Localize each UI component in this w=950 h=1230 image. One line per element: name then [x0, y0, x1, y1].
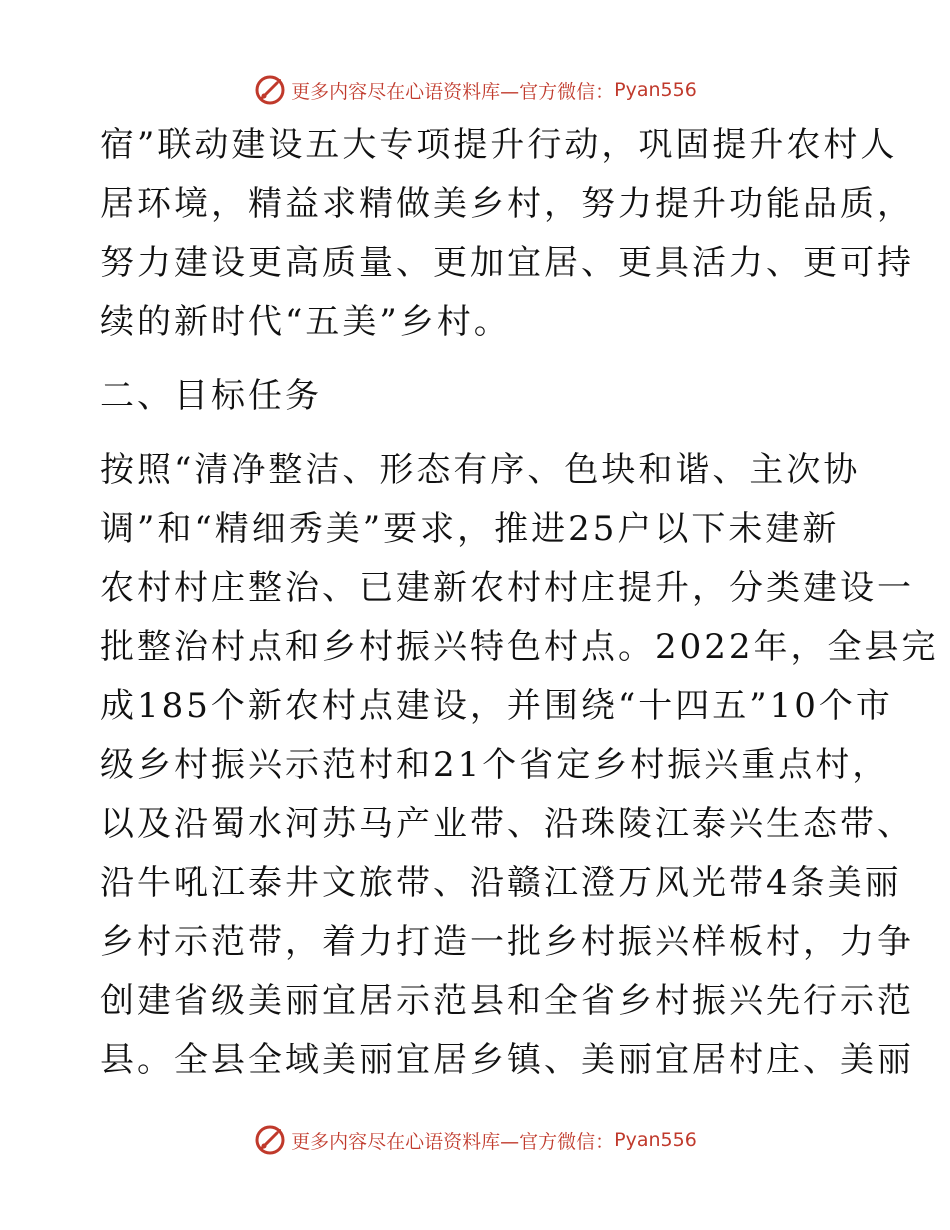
text-line: 续的新时代“五美”乡村。 [100, 302, 511, 342]
watermark-banner-top [0, 68, 950, 112]
text-line: 创建省级美丽宜居示范县和全省乡村振兴先行示范 [100, 981, 914, 1021]
text-line: 县。全县全域美丽宜居乡镇、美丽宜居村庄、美丽 [100, 1040, 914, 1080]
text-line: 农村村庄整治、已建新农村村庄提升，分类建设一 [100, 568, 914, 608]
pen-swirl-logo-icon [253, 73, 287, 107]
pen-swirl-logo-icon [253, 1123, 287, 1157]
watermark-banner-bottom [0, 1118, 950, 1162]
text-line: 按照“清净整洁、形态有序、色块和谐、主次协 [100, 450, 861, 490]
text-line: 以及沿蜀水河苏马产业带、沿珠陵江泰兴生态带、 [100, 804, 914, 844]
section-heading: 二、目标任务 [100, 376, 322, 416]
text-line: 成185个新农村点建设，并围绕“十四五”10个市 [100, 686, 893, 726]
text-line: 级乡村振兴示范村和21个省定乡村振兴重点村， [100, 745, 890, 785]
text-line: 居环境，精益求精做美乡村，努力提升功能品质， [100, 184, 914, 224]
watermark-contact: Pyan556 [614, 1129, 697, 1151]
text-line: 批整治村点和乡村振兴特色村点。2022年，全县完 [100, 627, 939, 667]
watermark-text: 更多内容尽在心语资料库—官方微信： [291, 80, 615, 103]
text-line: 乡村示范带，着力打造一批乡村振兴样板村，力争 [100, 922, 914, 962]
text-line: 努力建设更高质量、更加宜居、更具活力、更可持 [100, 243, 914, 283]
watermark-text: 更多内容尽在心语资料库—官方微信： [291, 1130, 615, 1153]
text-line: 调”和“精细秀美”要求，推进25户以下未建新 [100, 509, 840, 549]
text-line: 沿牛吼江泰井文旅带、沿赣江澄万风光带4条美丽 [100, 863, 902, 903]
text-line: 宿”联动建设五大专项提升行动，巩固提升农村人 [100, 125, 898, 165]
watermark-contact: Pyan556 [614, 79, 697, 101]
